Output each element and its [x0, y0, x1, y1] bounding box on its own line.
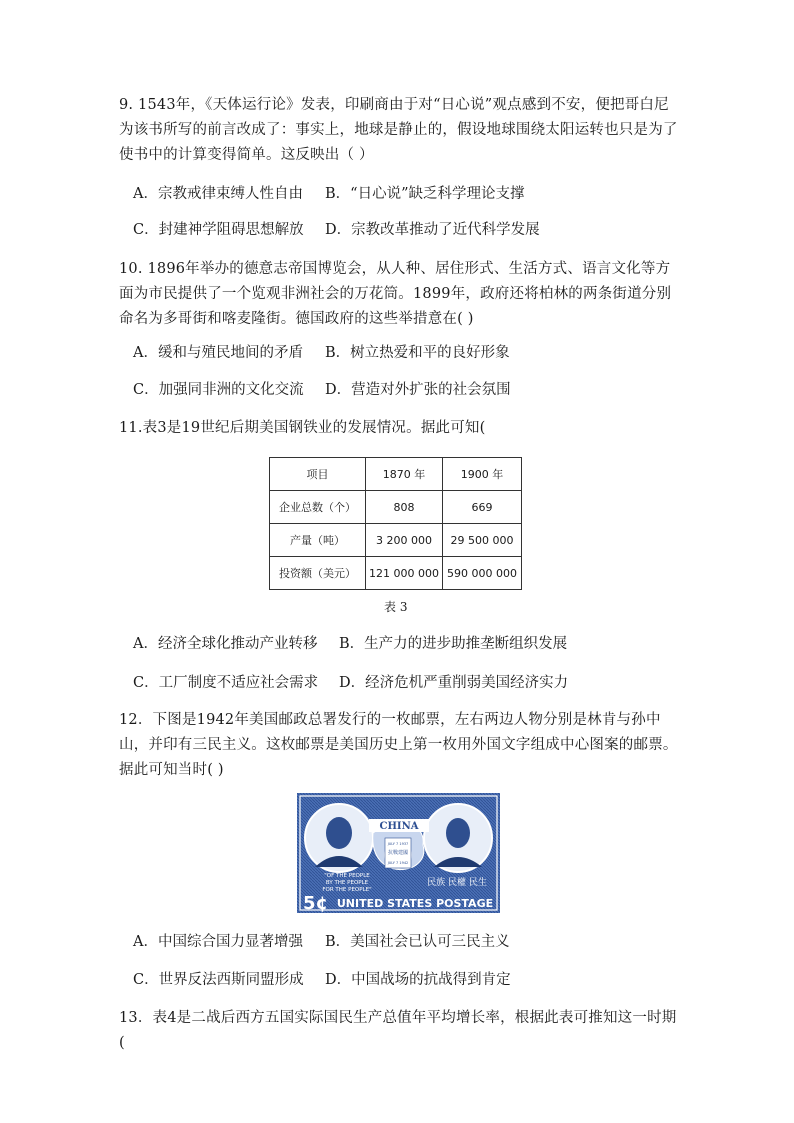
q9-option-a[interactable]: A．宗教戒律束缚人性自由 — [133, 186, 303, 202]
table-cell: 29 500 000 — [443, 524, 522, 557]
question-10-options-row-2 — [133, 380, 511, 400]
q9-option-b[interactable]: B．“日心说”缺乏科学理论支撑 — [325, 186, 525, 202]
q12-option-d[interactable]: D．中国战场的抗战得到肯定 — [325, 972, 511, 988]
q10-option-d[interactable]: D．营造对外扩张的社会氛围 — [325, 382, 511, 398]
table-row — [270, 524, 522, 557]
question-12-options-row-2 — [133, 970, 511, 990]
table-row — [270, 491, 522, 524]
question-10: 10. 1896年举办的德意志帝国博览会，从人种、居住形式、生活方式、语言文化等方面为市民提供了一个览观非洲社会的万花筒。1899年，政府还将柏林的两条街道分别命名为多哥街和喀麦隆街。德国政府的这些举措意在( ) — [119, 261, 672, 327]
stamp-svg — [297, 793, 500, 913]
table-row — [270, 557, 522, 590]
question-11: 11.表3是19世纪后期美国钢铁业的发展情况。据此可知( — [119, 420, 486, 436]
question-9-options-row-2 — [133, 220, 540, 240]
q10-option-a[interactable]: A．缓和与殖民地间的矛盾 — [133, 345, 303, 361]
q11-option-a[interactable]: A．经济全球化推动产业转移 — [133, 636, 318, 652]
q11-option-c[interactable]: C．工厂制度不适应社会需求 — [133, 675, 319, 691]
table-header-row — [270, 458, 522, 491]
table-cell: 808 — [366, 491, 443, 524]
q9-option-c[interactable]: C．封建神学阻碍思想解放 — [133, 222, 304, 238]
table-cell: 590 000 000 — [443, 557, 522, 590]
question-12-options-row-1 — [133, 932, 510, 952]
q12-option-a[interactable]: A．中国综合国力显著增强 — [133, 934, 303, 950]
stamp-date-bottom: JULY 7 1942 — [387, 861, 409, 865]
sun-yatsen-portrait-icon — [446, 818, 470, 848]
q11-option-b[interactable]: B．生产力的进步助推垄断组织发展 — [339, 636, 568, 652]
stamp-quote-line-1: "OF THE PEOPLE — [324, 873, 370, 879]
stamp-date-top: JULY 7 1937 — [387, 842, 409, 846]
stamp-banner-text: CHINA — [379, 821, 419, 832]
question-10-options-row-1 — [133, 343, 510, 363]
table-header-cell: 1870 年 — [366, 458, 443, 491]
table-header-cell: 项目 — [270, 458, 366, 491]
q10-option-b[interactable]: B．树立热爱和平的良好形象 — [325, 345, 510, 361]
stamp-quote-line-2: BY THE PEOPLE — [325, 880, 369, 886]
stamp-date-middle: 抗戰建國 — [387, 850, 409, 856]
q12-option-c[interactable]: C．世界反法西斯同盟形成 — [133, 972, 304, 988]
stamp-quote-line-3: FOR THE PEOPLE" — [322, 887, 372, 893]
q12-option-b[interactable]: B．美国社会已认可三民主义 — [325, 934, 510, 950]
question-11-options-row-2 — [133, 673, 568, 693]
stamp-image — [297, 793, 500, 913]
table-header-cell: 1900 年 — [443, 458, 522, 491]
q9-option-d[interactable]: D．宗教改革推动了近代科学发展 — [325, 222, 540, 238]
table-cell: 3 200 000 — [366, 524, 443, 557]
table-cell: 121 000 000 — [366, 557, 443, 590]
lincoln-portrait-icon — [326, 817, 352, 849]
stamp-seal-text: 民族 民權 民生 — [427, 878, 487, 888]
stamp-postage-text: UNITED STATES POSTAGE — [336, 897, 494, 910]
table-cell: 产量（吨） — [270, 524, 366, 557]
question-13: 13．表4是二战后西方五国实际国民生产总值年平均增长率，根据此表可推知这一时期( — [119, 1010, 677, 1051]
question-9: 9. 1543年，《天体运行论》发表，印刷商由于对“日心说”观点感到不安，便把哥白尼为该书所写的前言改成了：事实上，地球是静止的，假设地球围绕太阳运转也只是为了使书中的计算变得简单。这反映出（ ） — [119, 97, 678, 163]
question-9-options-row-1 — [133, 184, 524, 204]
table-3 — [269, 457, 522, 590]
q10-option-c[interactable]: C．加强同非洲的文化交流 — [133, 382, 304, 398]
table-cell: 投资额（美元） — [270, 557, 366, 590]
table-caption: 表 3 — [384, 600, 408, 614]
table-cell: 669 — [443, 491, 522, 524]
q11-option-d[interactable]: D．经济危机严重削弱美国经济实力 — [339, 675, 569, 691]
stamp-denomination: 5¢ — [303, 893, 329, 913]
question-12: 12．下图是1942年美国邮政总署发行的一枚邮票，左右两边人物分别是林肯与孙中山，并印有三民主义。这枚邮票是美国历史上第一枚用外国文字组成中心图案的邮票。据此可知当时( ) — [119, 712, 678, 778]
question-11-options-row-1 — [133, 634, 567, 654]
table-cell: 企业总数（个） — [270, 491, 366, 524]
